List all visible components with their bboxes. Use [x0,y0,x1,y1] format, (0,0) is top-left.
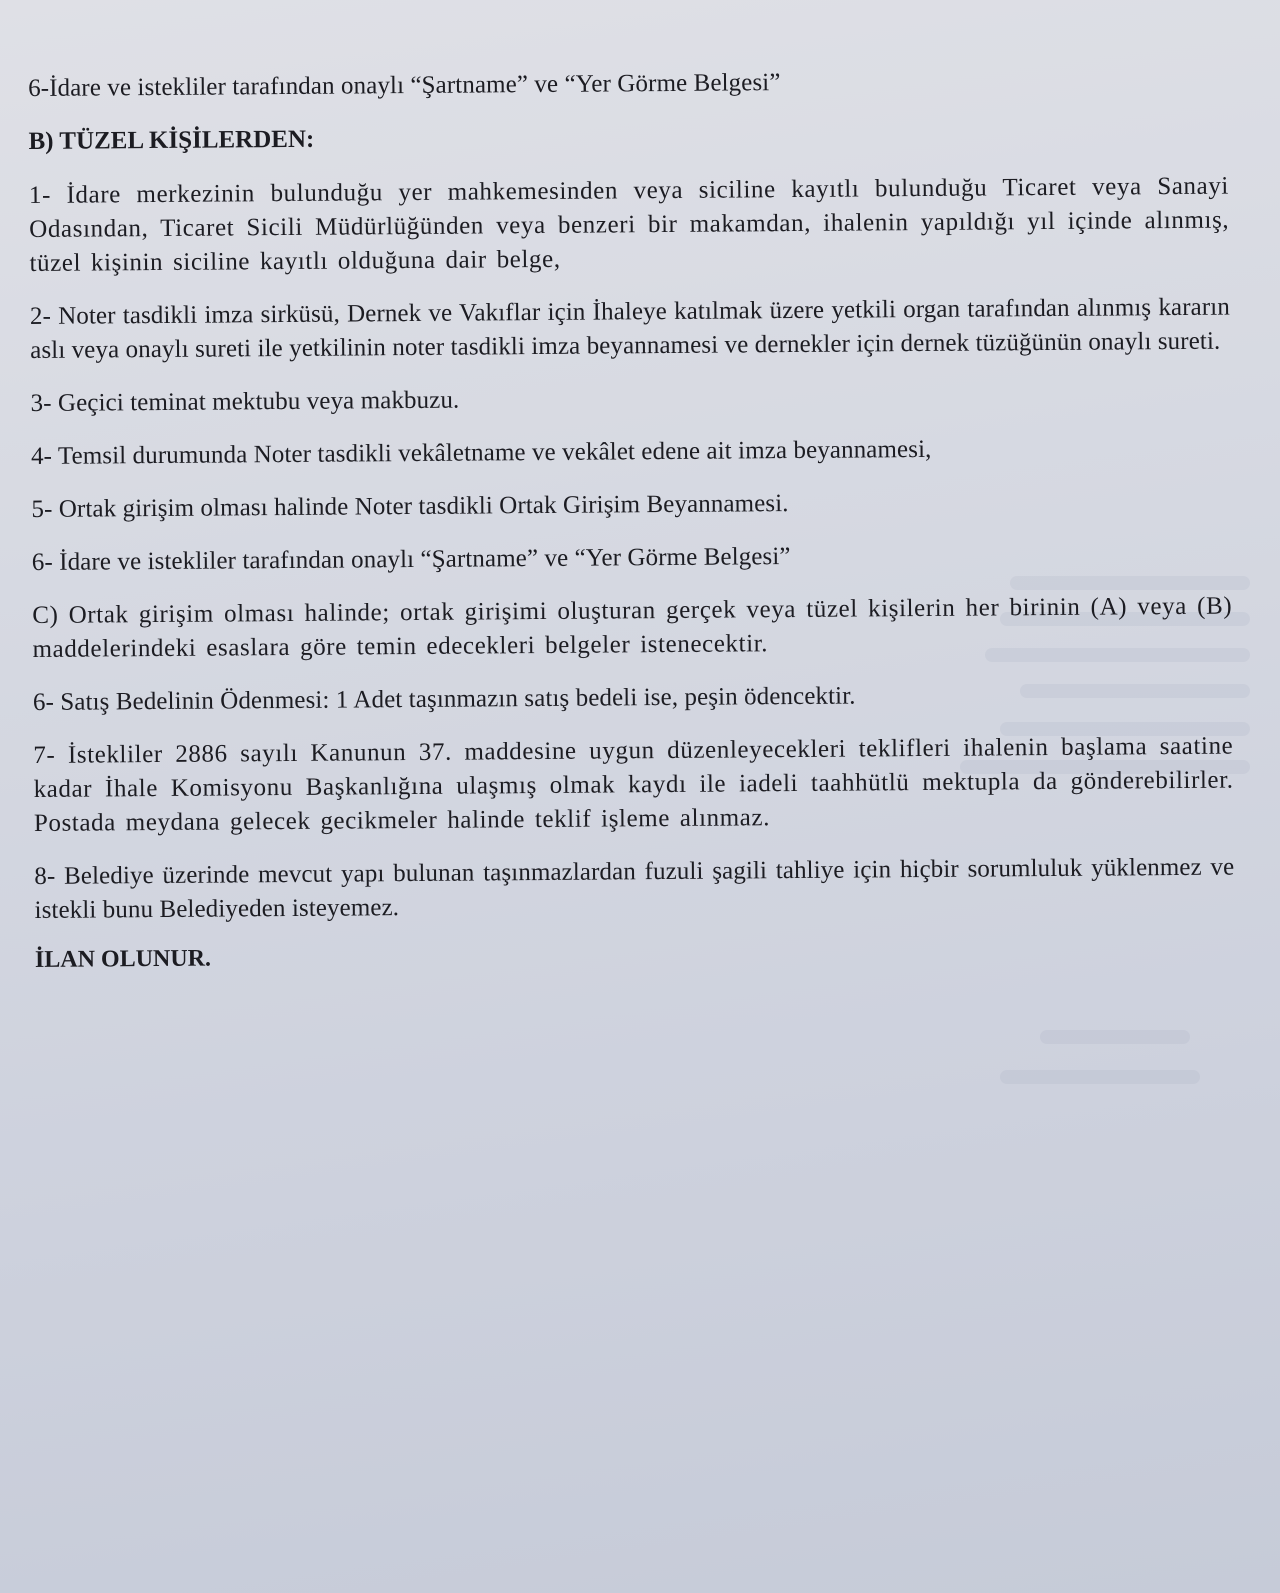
section-b-heading: B) TÜZEL KİŞİLERDEN: [28,125,315,155]
item-6-top: 6-İdare ve istekliler tarafından onaylı “Şartname” ve “Yer Görme Belgesi” [28,69,781,102]
b-item-5: 5- Ortak girişim olması halinde Noter tasdikli Ortak Girişim Beyannamesi. [31,490,789,523]
b-item-1: 1- İdare merkezinin bulunduğu yer mahkemesinden veya siciline kayıtlı bulunduğu Ticaret veya Sanayi Odasından, Ticaret Sicili Müdürlüğünden veya benzeri bir makamdan, ihalenin yapıldığı yıl içinde alınmış, tüzel kişinin siciline kayıtlı olduğuna dair belge, [28,172,1230,277]
b-item-2: 2- Noter tasdikli imza sirküsü, Dernek ve Vakıflar için İhaleye katılmak üzere yetkili organ tarafından alınmış kararın aslı veya onaylı sureti ile yetkilinin noter tasdikli imza beyannamesi ve dernekler için dernek tüzüğünün onaylı sureti. [29,293,1230,364]
closing-statement: İLAN OLUNUR. [34,945,212,973]
b-item-6: 6- İdare ve istekliler tarafından onaylı “Şartname” ve “Yer Görme Belgesi” [31,543,791,576]
article-8: 8- Belediye üzerinde mevcut yapı bulunan taşınmazlardan fuzuli şagili tahliye için hiçbir sorumluluk yüklenmez ve istekli bunu Belediyeden isteyemez. [34,853,1235,924]
article-6: 6- Satış Bedelinin Ödenmesi: 1 Adet taşınmazın satış bedeli ise, peşin ödencektir. [32,682,856,716]
article-7: 7- İstekliler 2886 sayılı Kanunun 37. maddesine uygun düzenleyecekleri teklifleri ihalenin başlama saatine kadar İhale Komisyonu Başkanlığına ulaşmış olmak kaydı ile iadeli taahhütlü mektupla da gönderebilirler. Postada meydana gelecek gecikmeler halinde teklif işleme alınmaz. [33,732,1234,837]
b-item-3: 3- Geçici teminat mektubu veya makbuzu. [30,386,460,417]
b-item-4: 4- Temsil durumunda Noter tasdikli vekâletname ve vekâlet edene ait imza beyannamesi, [30,435,932,470]
document-body [28,63,1235,998]
section-c: C) Ortak girişim olması halinde; ortak girişimi oluşturan gerçek veya tüzel kişilerin her birinin (A) veya (B) maddelerindeki esaslara göre temin edecekleri belgeler istenecektir. [32,592,1233,663]
